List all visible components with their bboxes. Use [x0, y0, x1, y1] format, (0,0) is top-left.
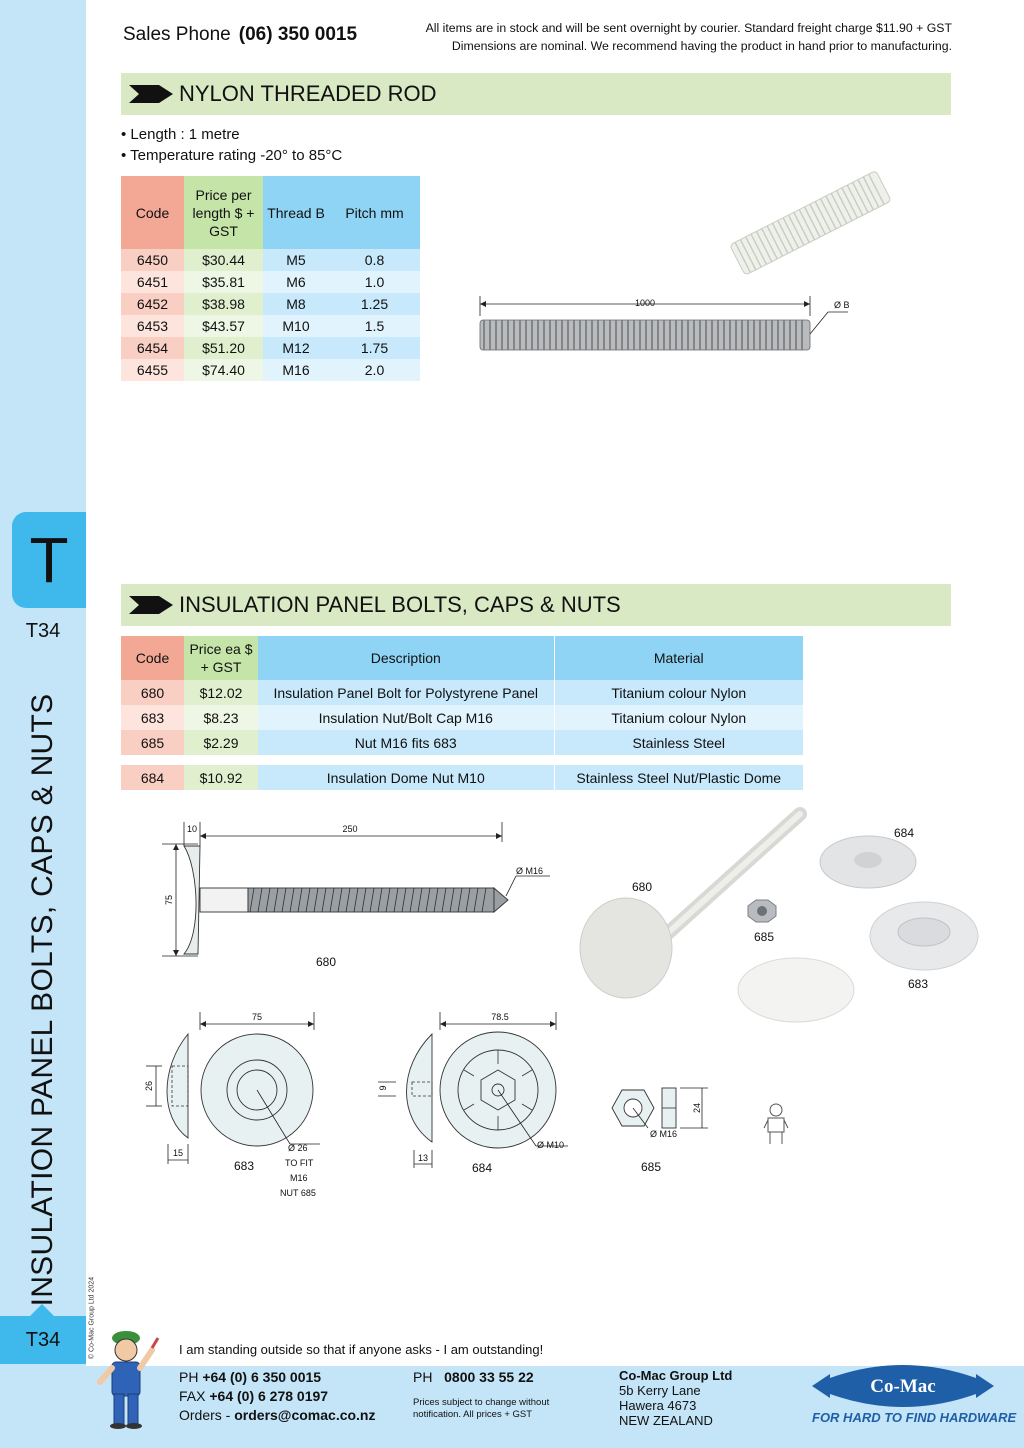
- bolt-head-dim: 10: [186, 824, 198, 834]
- col-material: Material: [554, 636, 803, 680]
- sales-phone: [123, 24, 357, 46]
- rod-diagram: [476, 294, 856, 358]
- address-line-3: NEW ZEALAND: [619, 1413, 713, 1428]
- dome-thickness-dim: 13: [417, 1153, 429, 1163]
- cell-code: 6453: [121, 315, 184, 337]
- footer-slogan: I am standing outside so that if anyone asks - I am outstanding!: [179, 1342, 544, 1357]
- rod-photo: [720, 158, 900, 286]
- rod-length-label: 1000: [634, 298, 656, 308]
- cell-code: 6452: [121, 293, 184, 315]
- address-line-1: 5b Kerry Lane: [619, 1383, 701, 1398]
- cell-material: Stainless Steel Nut/Plastic Dome: [554, 765, 803, 790]
- orders-label: Orders -: [179, 1407, 231, 1423]
- cell-code: 6455: [121, 359, 184, 381]
- cell-code: 684: [121, 765, 184, 790]
- cell-thread: M16: [263, 359, 329, 381]
- nut-height-dim: 24: [692, 1102, 702, 1114]
- photo-label-680: 680: [632, 880, 653, 894]
- cell-pitch: 1.0: [329, 271, 420, 293]
- sales-phone-number[interactable]: (06) 350 0015: [238, 24, 358, 45]
- sales-label: Sales Phone: [123, 24, 231, 45]
- bolt-part-label: 680: [315, 955, 337, 969]
- footer-freephone: [413, 1368, 573, 1421]
- mascot-sketch-icon: [762, 1102, 790, 1146]
- threaded-rod-table: [121, 176, 420, 381]
- address-line-2: Hawera 4673: [619, 1398, 697, 1413]
- cell-code: 683: [121, 705, 184, 730]
- cell-thread: M5: [263, 249, 329, 271]
- photo-label-683: 683: [908, 977, 929, 991]
- company-name: Co-Mac Group Ltd: [619, 1368, 733, 1383]
- cell-description: Insulation Dome Nut M10: [258, 765, 554, 790]
- cap-thickness-dim: 15: [172, 1148, 184, 1158]
- table-row[interactable]: [121, 730, 803, 755]
- fax-number: +64 (0) 6 278 0197: [209, 1388, 329, 1404]
- cell-code: 6454: [121, 337, 184, 359]
- cell-material: Titanium colour Nylon: [554, 680, 803, 705]
- table-row[interactable]: [121, 315, 420, 337]
- section-header-insulation-bolts: [121, 584, 951, 626]
- arrow-icon: [129, 85, 173, 103]
- section-tab-code: T34: [25, 620, 61, 642]
- cell-thread: M6: [263, 271, 329, 293]
- cell-thread: M12: [263, 337, 329, 359]
- bottom-tab: [0, 1316, 86, 1364]
- cell-code: 680: [121, 680, 184, 705]
- cell-price: $30.44: [184, 249, 263, 271]
- dome-width-dim: 78.5: [491, 1012, 509, 1022]
- ph2-label: PH: [413, 1369, 433, 1385]
- logo-text: Co-Mac: [870, 1376, 936, 1397]
- cell-code: 6450: [121, 249, 184, 271]
- bolt-dia-label: Ø M16: [516, 866, 544, 876]
- section-title: NYLON THREADED ROD: [179, 81, 437, 106]
- cap-note-1: Ø 26: [288, 1143, 308, 1153]
- header-notice: [426, 19, 952, 55]
- dome-dia-label: Ø M10: [537, 1140, 565, 1150]
- rod-dia-label: Ø B: [834, 300, 850, 310]
- cell-description: Nut M16 fits 683: [258, 730, 554, 755]
- mascot-icon: [92, 1326, 162, 1430]
- table-row[interactable]: [121, 765, 803, 790]
- col-code: Code: [121, 176, 184, 249]
- photo-label-685: 685: [754, 930, 775, 944]
- price-note: Prices subject to change without notification. All prices + GST: [413, 1397, 550, 1420]
- cell-code: 685: [121, 730, 184, 755]
- dome-depth-dim: 9: [378, 1085, 388, 1091]
- cell-material: Titanium colour Nylon: [554, 705, 803, 730]
- cap-part-label: 683: [233, 1159, 255, 1173]
- nut-part-label: 685: [640, 1160, 662, 1174]
- spec-length: • Length : 1 metre: [121, 126, 240, 143]
- ph-label: PH: [179, 1369, 199, 1385]
- cap-depth-dim: 26: [144, 1080, 154, 1092]
- dome-part-label: 684: [471, 1161, 493, 1175]
- cell-material: Stainless Steel: [554, 730, 803, 755]
- cell-thread: M10: [263, 315, 329, 337]
- cell-price: $74.40: [184, 359, 263, 381]
- cell-description: Insulation Nut/Bolt Cap M16: [258, 705, 554, 730]
- col-pitch: Pitch mm: [329, 176, 420, 249]
- nut-685-diagram: [610, 1082, 720, 1178]
- cell-price: $38.98: [184, 293, 263, 315]
- bolt-height-dim: 75: [164, 894, 174, 906]
- col-thread: Thread B: [263, 176, 329, 249]
- orders-email[interactable]: orders@comac.co.nz: [234, 1407, 376, 1423]
- bolt-680-diagram: [158, 818, 558, 974]
- bottom-tab-code: T34: [25, 1329, 61, 1351]
- cell-price: $12.02: [184, 680, 258, 705]
- cell-pitch: 0.8: [329, 249, 420, 271]
- vertical-page-title: INSULATION PANEL BOLTS, CAPS & NUTS: [26, 693, 59, 1307]
- footer-contact: [179, 1368, 376, 1425]
- photo-label-684: 684: [894, 826, 915, 840]
- notice-line-1: All items are in stock and will be sent overnight by courier. Standard freight charge $11.90 + GST: [425, 21, 952, 35]
- logo-tagline: FOR HARD TO FIND HARDWARE: [812, 1410, 1017, 1425]
- table-row[interactable]: [121, 359, 420, 381]
- table-row[interactable]: [121, 705, 803, 730]
- bolt-length-dim: 250: [342, 824, 358, 834]
- cell-price: $35.81: [184, 271, 263, 293]
- cap-note-2: TO FIT: [285, 1158, 314, 1168]
- cap-note-3: M16: [290, 1173, 308, 1183]
- col-price: Price per length $ + GST: [184, 176, 263, 249]
- section-header-threaded-rod: [121, 73, 951, 115]
- cap-683-diagram: [140, 1008, 340, 1208]
- nut-dia-label: Ø M16: [650, 1129, 678, 1139]
- cell-code: 6451: [121, 271, 184, 293]
- rod-specs: [121, 124, 342, 166]
- col-code: Code: [121, 636, 184, 680]
- copyright: © Co-Mac Group Ltd 2024: [88, 1276, 96, 1360]
- cap-note-4: NUT 685: [280, 1188, 316, 1198]
- col-price: Price ea $ + GST: [184, 636, 258, 680]
- dome-684-diagram: [372, 1008, 582, 1178]
- cell-pitch: 2.0: [329, 359, 420, 381]
- table-spacer: [121, 755, 803, 765]
- cell-price: $8.23: [184, 705, 258, 730]
- footer-address: [619, 1368, 732, 1428]
- arrow-icon: [129, 596, 173, 614]
- spec-temperature: • Temperature rating -20° to 85°C: [121, 147, 343, 164]
- table-row[interactable]: [121, 249, 420, 271]
- table-row[interactable]: [121, 680, 803, 705]
- cell-pitch: 1.5: [329, 315, 420, 337]
- cell-price: $43.57: [184, 315, 263, 337]
- cell-pitch: 1.25: [329, 293, 420, 315]
- cell-description: Insulation Panel Bolt for Polystyrene Panel: [258, 680, 554, 705]
- cell-thread: M8: [263, 293, 329, 315]
- phone-number[interactable]: +64 (0) 6 350 0015: [202, 1369, 322, 1385]
- insulation-bolts-table: [121, 636, 803, 790]
- table-row[interactable]: [121, 293, 420, 315]
- notice-line-2: Dimensions are nominal. We recommend having the product in hand prior to manufacturing.: [451, 39, 952, 53]
- table-row[interactable]: [121, 337, 420, 359]
- section-title: INSULATION PANEL BOLTS, CAPS & NUTS: [179, 592, 621, 617]
- col-description: Description: [258, 636, 554, 680]
- cell-price: $10.92: [184, 765, 258, 790]
- cap-width-dim: 75: [251, 1012, 263, 1022]
- freephone-number[interactable]: 0800 33 55 22: [444, 1369, 534, 1385]
- table-row[interactable]: [121, 271, 420, 293]
- section-tab-letter[interactable]: T: [12, 512, 86, 608]
- cell-pitch: 1.75: [329, 337, 420, 359]
- fax-label: FAX: [179, 1388, 206, 1404]
- cell-price: $2.29: [184, 730, 258, 755]
- parts-photo: [578, 800, 988, 1020]
- cell-price: $51.20: [184, 337, 263, 359]
